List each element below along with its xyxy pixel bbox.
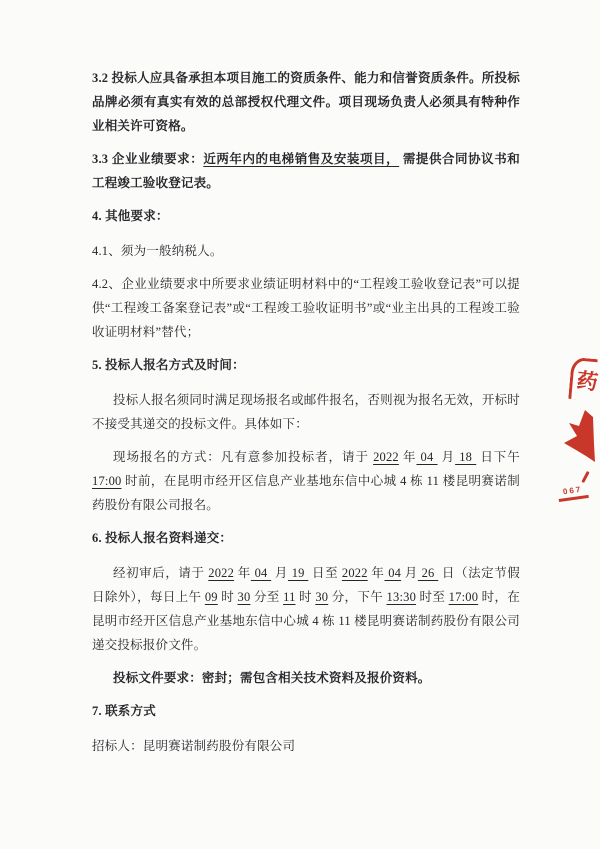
text-run: 投标文件要求：密封；需包含相关技术资料及报价资料。	[113, 671, 431, 685]
text-run: 日至	[308, 566, 342, 580]
para-6-sealing	[92, 666, 520, 690]
text-run: 4.2、企业业绩要求中所要求业绩证明材料中的“工程竣工验收登记表”可以提供“工程竣工备案登记表”或“工程竣工验收证明书”或“业主出具的工程竣工验收证明材料”替代；	[92, 277, 520, 339]
heading-5	[92, 353, 520, 377]
text-run: 时	[295, 590, 316, 604]
para-tenderer	[92, 734, 520, 758]
seal-character: 药	[575, 368, 600, 395]
text-run: 时，在昆明市经开区信息产业基地东信中心城 4 栋 11 楼昆明赛诺制药股份有限公司递交投标报价文件。	[92, 590, 521, 652]
underlined-text-run: 2022	[208, 566, 235, 580]
underlined-text-run: 19	[287, 566, 309, 580]
text-run: 年	[367, 566, 385, 580]
seal-frame-icon	[568, 357, 598, 401]
text-run: 4. 其他要求：	[92, 209, 169, 223]
text-run: 分至	[250, 590, 284, 604]
heading-7	[92, 699, 520, 723]
text-run: 分，下午	[328, 590, 387, 604]
text-run: 3.2 投标人应具备承担本项目施工的资质条件、能力和信誉资质条件。所投标品牌必须有真实有效的总部授权代理文件。项目现场负责人必须具有特种作业相关许可资格。	[92, 71, 520, 133]
underlined-text-run: 04	[384, 566, 402, 580]
text-run: 招标人：昆明赛诺制药股份有限公司	[92, 739, 296, 753]
heading-4	[92, 204, 520, 228]
para-6-submit	[92, 561, 520, 657]
underlined-text-run: 09	[204, 590, 218, 604]
para-5-intro	[92, 388, 520, 436]
underlined-text-run: 2022	[341, 566, 368, 580]
underlined-text-run: 18	[455, 450, 477, 464]
underlined-text-run: 04	[416, 450, 438, 464]
underlined-text-run: 30	[315, 590, 329, 604]
underlined-text-run: 04	[250, 566, 272, 580]
seal-arrow-shape-icon	[564, 410, 596, 464]
underlined-text-run: 17:00	[92, 474, 122, 488]
underlined-text-run: 30	[237, 590, 251, 604]
underlined-text-run: 26	[417, 566, 439, 580]
text-run: 年	[398, 450, 417, 464]
clause-4-1	[92, 239, 520, 263]
document-body	[92, 66, 520, 767]
text-run: 5. 投标人报名方式及时间：	[92, 358, 245, 372]
text-run: 时至	[416, 590, 449, 604]
clause-4-2	[92, 272, 520, 344]
text-run: 日（法定节假日除外），每日上午	[92, 566, 521, 604]
text-run: 月	[401, 566, 418, 580]
text-run: 月	[271, 566, 288, 580]
text-run: 经初审后，请于	[113, 566, 209, 580]
heading-6	[92, 526, 520, 550]
text-run: 月	[437, 450, 456, 464]
text-run: 日下午	[476, 450, 520, 464]
text-run: 3.3 企业业绩要求：	[92, 152, 204, 166]
underlined-text-run: 近两年内的电梯销售及安装项目，	[203, 152, 400, 166]
text-run: 4.1、须为一般纳税人。	[92, 244, 223, 258]
clause-3-2	[92, 66, 520, 138]
text-run: 6. 投标人报名资料递交：	[92, 531, 233, 545]
red-seal-stamp	[558, 352, 600, 512]
seal-tick-mark-icon	[581, 471, 589, 483]
underlined-text-run: 17:00	[448, 590, 479, 604]
text-run: 需提供合同协议书和工程竣工验收登记表。	[92, 152, 520, 190]
clause-3-3	[92, 147, 520, 195]
text-run: 时	[217, 590, 238, 604]
seal-number: 067	[558, 484, 589, 502]
underlined-text-run: 13:30	[386, 590, 417, 604]
text-run: 时前，在昆明市经开区信息产业基地东信中心城 4 栋 11 楼昆明赛诺制药股份有限公司报名。	[92, 474, 520, 512]
underlined-text-run: 2022	[373, 450, 399, 464]
para-5-onsite	[92, 445, 520, 517]
text-run: 现场报名的方式：凡有意参加投标者，请于	[113, 450, 374, 464]
text-run: 年	[234, 566, 251, 580]
underlined-text-run: 11	[283, 590, 296, 604]
text-run: 投标人报名须同时满足现场报名或邮件报名，否则视为报名无效，开标时不接受其递交的投标文件。具体如下：	[92, 393, 520, 431]
text-run: 7. 联系方式	[92, 704, 156, 718]
